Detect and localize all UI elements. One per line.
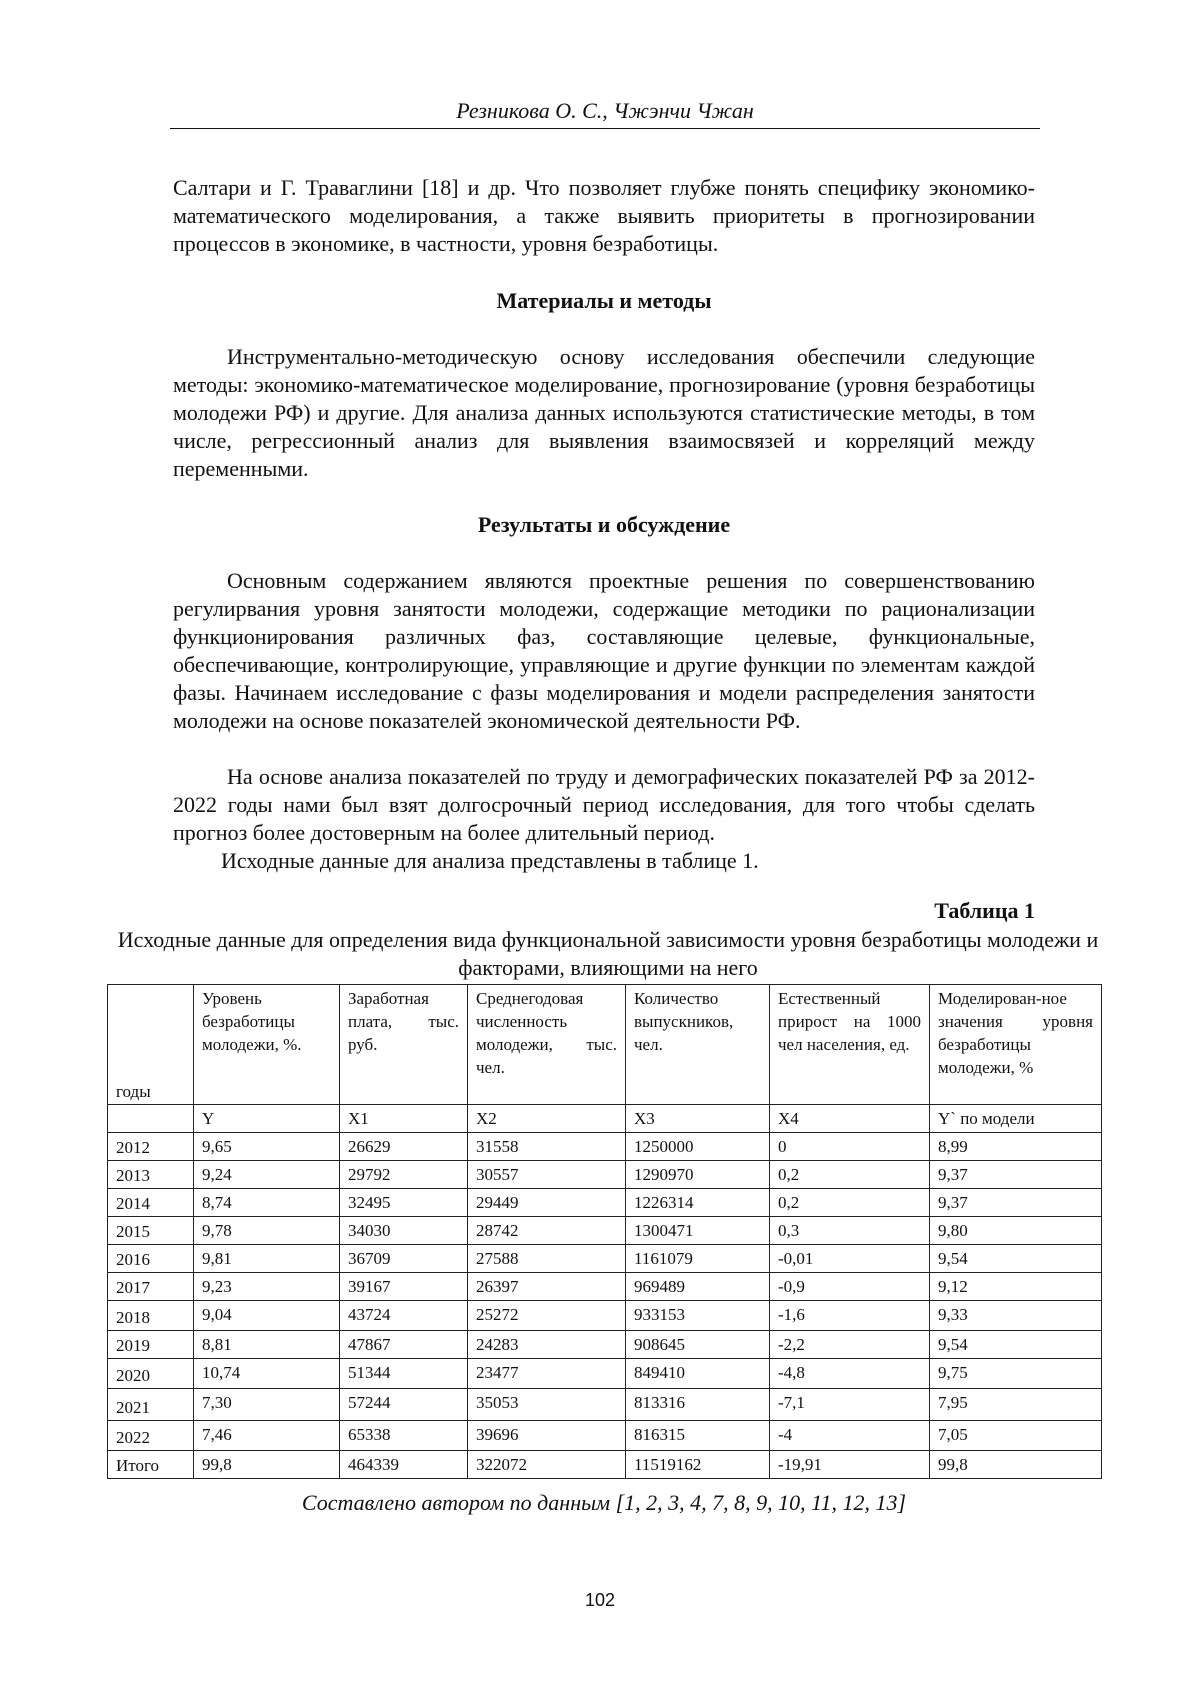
- section-title-results: Результаты и обсуждение: [477, 512, 731, 537]
- symbol-cell: X3: [626, 1105, 770, 1133]
- table-cell: 32495: [340, 1189, 468, 1217]
- table-row: [108, 1217, 1102, 1245]
- page-number: 102: [584, 1590, 616, 1610]
- column-header: Количество выпускников, чел.: [626, 985, 770, 1105]
- table-row: [108, 1301, 1102, 1331]
- table-cell: 9,24: [194, 1161, 340, 1189]
- table-cell: 28742: [468, 1217, 626, 1245]
- table-cell: 65338: [340, 1421, 468, 1451]
- table-total-row: [108, 1451, 1102, 1479]
- table-cell: 9,33: [930, 1301, 1102, 1331]
- year-cell: 2021: [108, 1389, 194, 1421]
- year-cell: 2012: [108, 1133, 194, 1161]
- data-table: [107, 984, 1102, 1479]
- table-cell: 24283: [468, 1331, 626, 1359]
- table-cell: 8,74: [194, 1189, 340, 1217]
- section-title-materials-methods: Материалы и методы: [496, 288, 712, 313]
- year-cell: 2016: [108, 1245, 194, 1273]
- table-cell: 43724: [340, 1301, 468, 1331]
- table-cell: 9,37: [930, 1161, 1102, 1189]
- table-row: [108, 1189, 1102, 1217]
- table-cell: -4,8: [770, 1359, 930, 1389]
- results-paragraph-2: На основе анализа показателей по труду и демографических показателей РФ за 2012-2022 годы нами был взят долгосрочный период исследования, для того чтобы сделать прогноз более достоверным на более длительный период.: [173, 764, 1035, 845]
- table-cell: 813316: [626, 1389, 770, 1421]
- table-row: [108, 1161, 1102, 1189]
- table-cell: 9,65: [194, 1133, 340, 1161]
- table-cell: 26397: [468, 1273, 626, 1301]
- symbol-cell: X4: [770, 1105, 930, 1133]
- table-cell: 0,2: [770, 1161, 930, 1189]
- symbol-cell: Y: [194, 1105, 340, 1133]
- intro-paragraph: Салтари и Г. Траваглини [18] и др. Что позволяет глубже понять специфику экономико-математического моделирования, а также выявить приоритеты в прогнозировании процессов в экономике, в частности, уровня безработицы.: [173, 175, 1035, 256]
- symbol-cell: Y` по модели: [930, 1105, 1102, 1133]
- symbol-cell-empty: [108, 1105, 194, 1133]
- results-paragraph-3: Исходные данные для анализа представлены в таблице 1.: [221, 848, 759, 873]
- table-cell: 7,46: [194, 1421, 340, 1451]
- table-cell: 9,54: [930, 1331, 1102, 1359]
- column-header: Заработная плата, тыс. руб.: [340, 985, 468, 1105]
- table-caption: Исходные данные для определения вида функциональной зависимости уровня безработицы молодежи и факторами, влияющими на него: [117, 927, 1099, 980]
- table-cell: -0,01: [770, 1245, 930, 1273]
- symbol-cell: X1: [340, 1105, 468, 1133]
- table-cell: 9,37: [930, 1189, 1102, 1217]
- year-cell: 2015: [108, 1217, 194, 1245]
- results-paragraph-1: Основным содержанием являются проектные решения по совершенствованию регулирвания уровня занятости молодежи, содержащие методики по рационализации функционирования различных фаз, составляющие целевые, функциональные, обеспечивающие, контролирующие, управляющие и другие функции по элементам каждой фазы. Начинаем исследование с фазы моделирования и модели распределения занятости молодежи на основе показателей экономической деятельности РФ.: [173, 568, 1035, 733]
- table-cell: 464339: [340, 1451, 468, 1479]
- table-cell: -0,9: [770, 1273, 930, 1301]
- table-cell: 7,30: [194, 1389, 340, 1421]
- table-cell: 35053: [468, 1389, 626, 1421]
- table-source-note: Составлено автором по данным [1, 2, 3, 4, 7, 8, 9, 10, 11, 12, 13]: [301, 1490, 907, 1515]
- symbol-cell: X2: [468, 1105, 626, 1133]
- column-header: Уровень безработицы молодежи, %.: [194, 985, 340, 1105]
- table-cell: 1161079: [626, 1245, 770, 1273]
- year-cell: 2017: [108, 1273, 194, 1301]
- table-cell: 31558: [468, 1133, 626, 1161]
- year-cell: 2018: [108, 1301, 194, 1331]
- table-cell: 816315: [626, 1421, 770, 1451]
- table-cell: 57244: [340, 1389, 468, 1421]
- table-cell: 47867: [340, 1331, 468, 1359]
- table-label: Таблица 1: [934, 898, 1035, 923]
- year-cell: 2020: [108, 1359, 194, 1389]
- table-cell: 30557: [468, 1161, 626, 1189]
- table-cell: 322072: [468, 1451, 626, 1479]
- year-column-header: годы: [108, 985, 194, 1105]
- table-cell: 27588: [468, 1245, 626, 1273]
- table-cell: 9,75: [930, 1359, 1102, 1389]
- table-row: [108, 1133, 1102, 1161]
- column-header: Естественный прирост на 1000 чел населения, ед.: [770, 985, 930, 1105]
- table-cell: 1250000: [626, 1133, 770, 1161]
- year-cell: 2022: [108, 1421, 194, 1451]
- table-cell: 25272: [468, 1301, 626, 1331]
- table-cell: 99,8: [930, 1451, 1102, 1479]
- table-cell: 34030: [340, 1217, 468, 1245]
- table-cell: -4: [770, 1421, 930, 1451]
- table-row: [108, 1273, 1102, 1301]
- year-cell: 2013: [108, 1161, 194, 1189]
- table-cell: 1290970: [626, 1161, 770, 1189]
- table-cell: 9,12: [930, 1273, 1102, 1301]
- methods-paragraph: Инструментально-методическую основу исследования обеспечили следующие методы: экономико-математическое моделирование, прогнозирование (уровня безработицы молодежи РФ) и другие. Для анализа данных используются статистические методы, в том числе, регрессионный анализ для выявления взаимосвязей и корреляций между переменными.: [173, 344, 1035, 481]
- table-cell: 8,81: [194, 1331, 340, 1359]
- running-header: Резникова О. С., Чжэнчи Чжан: [456, 98, 754, 123]
- table-cell: 0,3: [770, 1217, 930, 1245]
- table-cell: 933153: [626, 1301, 770, 1331]
- table-cell: 9,78: [194, 1217, 340, 1245]
- table-cell: 9,81: [194, 1245, 340, 1273]
- year-cell: Итого: [108, 1451, 194, 1479]
- table-row: [108, 1245, 1102, 1273]
- table-cell: -1,6: [770, 1301, 930, 1331]
- table-cell: 9,80: [930, 1217, 1102, 1245]
- table-cell: 39696: [468, 1421, 626, 1451]
- column-header: Среднегодовая численность молодежи, тыс. чел.: [468, 985, 626, 1105]
- table-cell: -19,91: [770, 1451, 930, 1479]
- table-cell: 9,04: [194, 1301, 340, 1331]
- table-cell: 51344: [340, 1359, 468, 1389]
- year-cell: 2014: [108, 1189, 194, 1217]
- table-cell: 23477: [468, 1359, 626, 1389]
- table-cell: 1226314: [626, 1189, 770, 1217]
- table-cell: 10,74: [194, 1359, 340, 1389]
- table-cell: 36709: [340, 1245, 468, 1273]
- table-cell: 0,2: [770, 1189, 930, 1217]
- table-cell: 7,05: [930, 1421, 1102, 1451]
- year-cell: 2019: [108, 1331, 194, 1359]
- table-cell: 9,54: [930, 1245, 1102, 1273]
- table-cell: 969489: [626, 1273, 770, 1301]
- table-cell: 0: [770, 1133, 930, 1161]
- table-cell: 39167: [340, 1273, 468, 1301]
- table-row: [108, 1359, 1102, 1389]
- table-cell: -2,2: [770, 1331, 930, 1359]
- table-cell: 9,23: [194, 1273, 340, 1301]
- column-header: Моделирован-ное значения уровня безработицы молодежи, %: [930, 985, 1102, 1105]
- table-cell: 7,95: [930, 1389, 1102, 1421]
- header-rule: [170, 128, 1040, 129]
- table-cell: -7,1: [770, 1389, 930, 1421]
- table-symbol-row: [108, 1105, 1102, 1133]
- table-cell: 849410: [626, 1359, 770, 1389]
- table-cell: 26629: [340, 1133, 468, 1161]
- table-cell: 29792: [340, 1161, 468, 1189]
- table-row: [108, 1421, 1102, 1451]
- table-cell: 8,99: [930, 1133, 1102, 1161]
- table-cell: 99,8: [194, 1451, 340, 1479]
- table-cell: 29449: [468, 1189, 626, 1217]
- table-header-row: [108, 985, 1102, 1105]
- table-cell: 11519162: [626, 1451, 770, 1479]
- table-cell: 1300471: [626, 1217, 770, 1245]
- table-row: [108, 1331, 1102, 1359]
- table-cell: 908645: [626, 1331, 770, 1359]
- table-row: [108, 1389, 1102, 1421]
